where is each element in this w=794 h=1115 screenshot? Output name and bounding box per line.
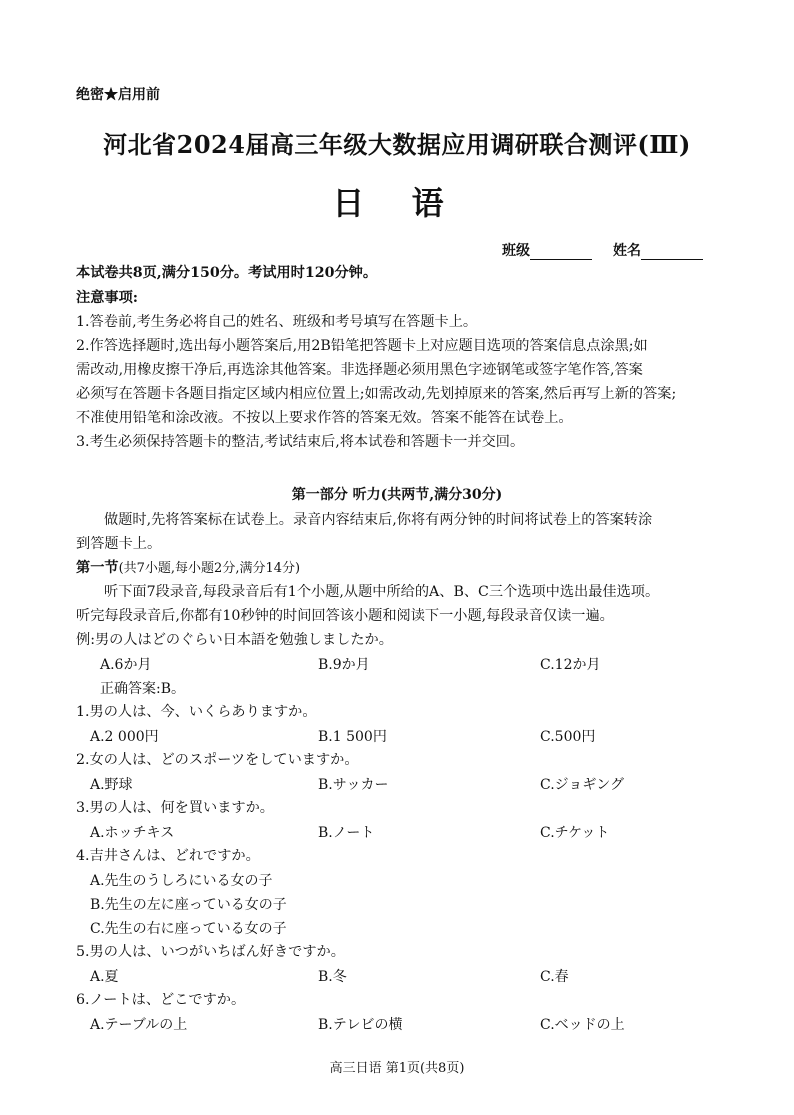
q1-option-c: C.500円	[540, 729, 596, 745]
q1-option-a: A.2 000円	[90, 729, 159, 745]
question-6: 6.ノートは、どこですか。	[76, 992, 246, 1008]
name-field	[613, 240, 703, 260]
q2-option-b: B.サッカー	[318, 777, 389, 793]
q2-option-c: C.ジョギング	[540, 777, 624, 793]
example-option-c: C.12か月	[540, 657, 601, 673]
q1-option-b: B.1 500円	[318, 729, 387, 745]
page-footer: 高三日语 第1页(共8页)	[329, 1061, 465, 1076]
exam-summary: 本试卷共8页,满分150分。考试用时120分钟。	[76, 265, 378, 281]
class-field	[502, 240, 592, 260]
name-blank	[641, 245, 703, 260]
class-blank	[530, 245, 592, 260]
notice-item-2-line2: 需改动,用橡皮擦干净后,再选涂其他答案。非选择题必须用黑色字迹钢笔或签字笔作答,答案	[76, 362, 643, 378]
q5-option-a: A.夏	[90, 969, 119, 985]
notice-item-2-line1: 2.作答选择题时,选出每小题答案后,用2B铅笔把答题卡上对应题目选项的答案信息点涂黑;如	[76, 338, 648, 354]
q4-option-a: A.先生のうしろにいる女の子	[90, 873, 273, 889]
subject-title: 日 语	[332, 184, 462, 222]
part1-heading: 第一部分 听力(共两节,满分30分)	[291, 487, 503, 503]
question-3: 3.男の人は、何を買いますか。	[76, 800, 274, 816]
q6-option-c: C.ベッドの上	[540, 1017, 625, 1033]
q4-option-c: C.先生の右に座っている女の子	[90, 921, 287, 937]
section1-desc: (共7小题,每小题2分,满分14分)	[118, 561, 301, 576]
notice-item-3: 3.考生必须保持答题卡的整洁,考试结束后,将本试卷和答题卡一并交回。	[76, 434, 525, 450]
example-option-b: B.9か月	[318, 657, 370, 673]
notice-item-1: 1.答卷前,考生务必将自己的姓名、班级和考号填写在答题卡上。	[76, 314, 478, 330]
part1-intro-line1: 做题时,先将答案标在试卷上。录音内容结束后,你将有两分钟的时间将试卷上的答案转涂	[104, 512, 653, 528]
q3-option-a: A.ホッチキス	[90, 825, 175, 841]
section1-label: 第一节	[76, 560, 119, 576]
question-2: 2.女の人は、どのスポーツをしていますか。	[76, 752, 359, 768]
class-label: 班级	[502, 243, 530, 259]
notice-heading: 注意事项:	[76, 290, 138, 306]
q5-option-c: C.春	[540, 969, 569, 985]
q6-option-b: B.テレビの横	[318, 1017, 403, 1033]
notice-item-2-line3: 必须写在答题卡各题目指定区域内相应位置上;如需改动,先划掉原来的答案,然后再写上新的答案;	[76, 386, 677, 402]
example-question: 例:男の人はどのぐらい日本語を勉強しましたか。	[76, 632, 393, 648]
q4-option-b: B.先生の左に座っている女の子	[90, 897, 287, 913]
question-1: 1.男の人は、今、いくらありますか。	[76, 704, 317, 720]
example-option-a: A.6か月	[100, 657, 152, 673]
q6-option-a: A.テーブルの上	[90, 1017, 188, 1033]
q3-option-b: B.ノート	[318, 825, 375, 841]
q5-option-b: B.冬	[318, 969, 347, 985]
question-5: 5.男の人は、いつがいちばん好きですか。	[76, 944, 345, 960]
part1-intro-line2: 到答题卡上。	[76, 536, 162, 552]
secret-label: 绝密★启用前	[76, 87, 160, 103]
question-4: 4.吉井さんは、どれですか。	[76, 848, 260, 864]
name-label: 姓名	[613, 243, 641, 259]
q2-option-a: A.野球	[90, 777, 133, 793]
q3-option-c: C.チケット	[540, 825, 610, 841]
section1-heading	[76, 558, 300, 579]
notice-item-2-line4: 不准使用铅笔和涂改液。不按以上要求作答的答案无效。答案不能答在试卷上。	[76, 410, 573, 426]
section1-instruction-line2: 听完每段录音后,你都有10秒钟的时间回答该小题和阅读下一小题,每段录音仅读一遍。	[76, 608, 614, 624]
example-answer: 正确答案:B。	[100, 681, 186, 697]
section1-instruction-line1: 听下面7段录音,每段录音后有1个小题,从题中所给的A、B、C三个选项中选出最佳选项。	[104, 584, 660, 600]
exam-title: 河北省2024届高三年级大数据应用调研联合测评(Ⅲ)	[103, 130, 691, 159]
